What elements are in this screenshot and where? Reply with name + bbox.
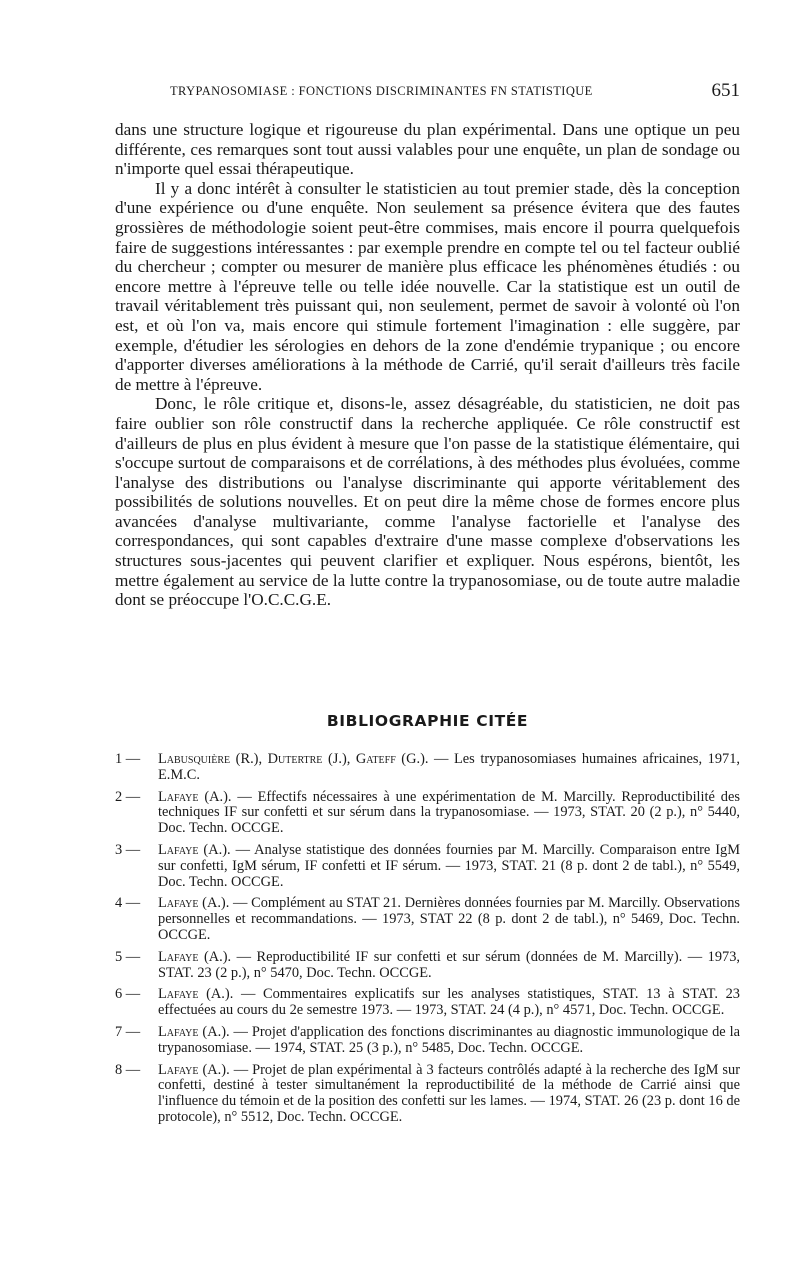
- reference-author: Lafaye (A.).: [158, 1023, 230, 1040]
- reference-number: 1 —: [115, 751, 141, 767]
- paragraph: Il y a donc intérêt à consulter le statisticien au tout premier stade, dès la conception d'une expérience ou d'une enquête. Non seulement sa présence évitera que des fautes grossières de méthodologie soient peut-être commises, mais encore il pourra quelquefois faire de suggestions intéressantes : par exemple prendre en compte tel ou tel facteur oublié du chercheur ; compter ou mesurer de manière plus efficace les phénomènes étudiés : ou encore mettre à l'épreuve telle ou telle idée nouvelle. Car la statistique est un outil de travail véritablement très puissant qui, non seulement, permet de savoir à volonté où l'on est, et où l'on va, mais encore qui stimule fortement l'imagination : elle suggère, par exemple, d'étudier les sérologies en dehors de la zone d'endémie trypanique ; ou encore d'apporter diverses améliorations à la méthode de Carrié, qu'il serait d'ailleurs très facile de mettre à l'épreuve.: [115, 178, 740, 394]
- reference-text: — Complément au STAT 21. Dernières données fournies par M. Marcilly. Observations personnelles et recommandations. — 1973, STAT 22 (8 p. dont 2 de tabl.), n° 5469, Doc. Techn. OCCGE.: [158, 895, 740, 943]
- reference-text: — Analyse statistique des données fournies par M. Marcilly. Comparaison entre IgM sur confetti, IgM sérum, IF confetti et IF sérum. — 1973, STAT. 21 (8 p. dont 2 de tabl.), n° 5549, Doc. Techn. OCCGE.: [158, 841, 740, 890]
- reference-author: Lafaye (A.).: [158, 948, 232, 965]
- reference-number: 7 —: [115, 1023, 141, 1040]
- reference-item: [115, 843, 740, 890]
- reference-item: [115, 790, 740, 837]
- body-text: [115, 120, 740, 610]
- reference-author: Lafaye (A.).: [158, 986, 234, 1003]
- running-head: TRYPANOSOMIASE : FONCTIONS DISCRIMINANTES FN STATISTIQUE: [170, 84, 593, 98]
- reference-author: Lafaye (A.).: [158, 1061, 230, 1078]
- reference-item: [115, 987, 740, 1019]
- reference-number: 8 —: [115, 1061, 141, 1078]
- reference-item: [115, 752, 740, 784]
- reference-number: 2 —: [115, 788, 141, 805]
- reference-number: 6 —: [115, 986, 141, 1003]
- reference-text: — Projet de plan expérimental à 3 facteurs contrôlés adapté à la recherche des IgM sur confetti, destiné à tester simultanément la reproductibilité de la méthode de Carrié ainsi que l'influence du témoin et de la position des confetti sur les lames. — 1974, STAT. 26 (23 p. dont 16 de protocole), n° 5512, Doc. Techn. OCCGE.: [158, 1061, 740, 1125]
- reference-item: [115, 1025, 740, 1057]
- reference-text: — Effectifs nécessaires à une expérimentation de M. Marcilly. Reproductibilité des techniques IF sur confetti et sur sérum dans la trypanosomiase. — 1973, STAT. 20 (2 p.), n° 5440, Doc. Techn. OCCGE.: [158, 788, 740, 837]
- reference-number: 3 —: [115, 841, 141, 858]
- page-header: [160, 80, 740, 106]
- reference-number: 5 —: [115, 948, 141, 965]
- bibliography-title: BIBLIOGRAPHIE CITÉE: [326, 712, 529, 730]
- reference-item: [115, 896, 740, 943]
- reference-text: — Commentaires explicatifs sur les analyses statistiques, STAT. 13 à STAT. 23 effectuées au cours du 2e semestre 1973. — 1973, STAT. 24 (4 p.), n° 4571, Doc. Techn. OCCGE.: [158, 986, 740, 1019]
- reference-item: [115, 1063, 740, 1126]
- reference-text: — Reproductibilité IF sur confetti et sur sérum (données de M. Marcilly). — 1973, STAT. 23 (2 p.), n° 5470, Doc. Techn. OCCGE.: [158, 948, 740, 981]
- reference-number: 4 —: [115, 895, 141, 912]
- paragraph: Donc, le rôle critique et, disons-le, assez désagréable, du statisticien, ne doit pas faire oublier son rôle constructif dans la recherche appliquée. Ce rôle constructif est d'ailleurs de plus en plus évident à mesure que l'on passe de la statistique élémentaire, qui s'occupe surtout de comparaisons et de corrélations, à des méthodes plus évoluées, comme l'analyse des distributions ou l'analyse discriminante qui apporte véritablement des possibilités de solutions nouvelles. Et on peut dire la même chose de formes encore plus avancées d'analyse multivariante, comme l'analyse factorielle et l'analyse des correspondances, qui sont capables d'extraire d'une masse complexe d'observations les structures sous-jacentes qui peuvent clarifier et expliquer. Nous espérons, bientôt, les mettre également au service de la lutte contre la trypanosomiase, ou de toute autre maladie dont se préoccupe l'O.C.C.G.E.: [115, 394, 740, 610]
- reference-author: Lafaye (A.).: [158, 895, 230, 912]
- reference-item: [115, 950, 740, 982]
- reference-text: — Les trypanosomiases humaines africaines, 1971, E.M.C.: [158, 751, 740, 783]
- bibliography-list: [115, 752, 740, 1132]
- reference-author: Lafaye (A.).: [158, 788, 232, 805]
- reference-text: — Projet d'application des fonctions discriminantes au diagnostic immunologique de la trypanosomiase. — 1974, STAT. 25 (3 p.), n° 5485, Doc. Techn. OCCGE.: [158, 1023, 740, 1056]
- paragraph: dans une structure logique et rigoureuse du plan expérimental. Dans une optique un peu différente, ces remarques sont tout aussi valables pour une enquête, un plan de sondage ou n'importe quel essai thérapeutique.: [115, 120, 740, 179]
- page-number: 651: [711, 80, 740, 101]
- reference-author: Lafaye (A.).: [158, 841, 231, 858]
- reference-author: Labusquière (R.), Dutertre (J.), Gateff (G.).: [158, 751, 429, 767]
